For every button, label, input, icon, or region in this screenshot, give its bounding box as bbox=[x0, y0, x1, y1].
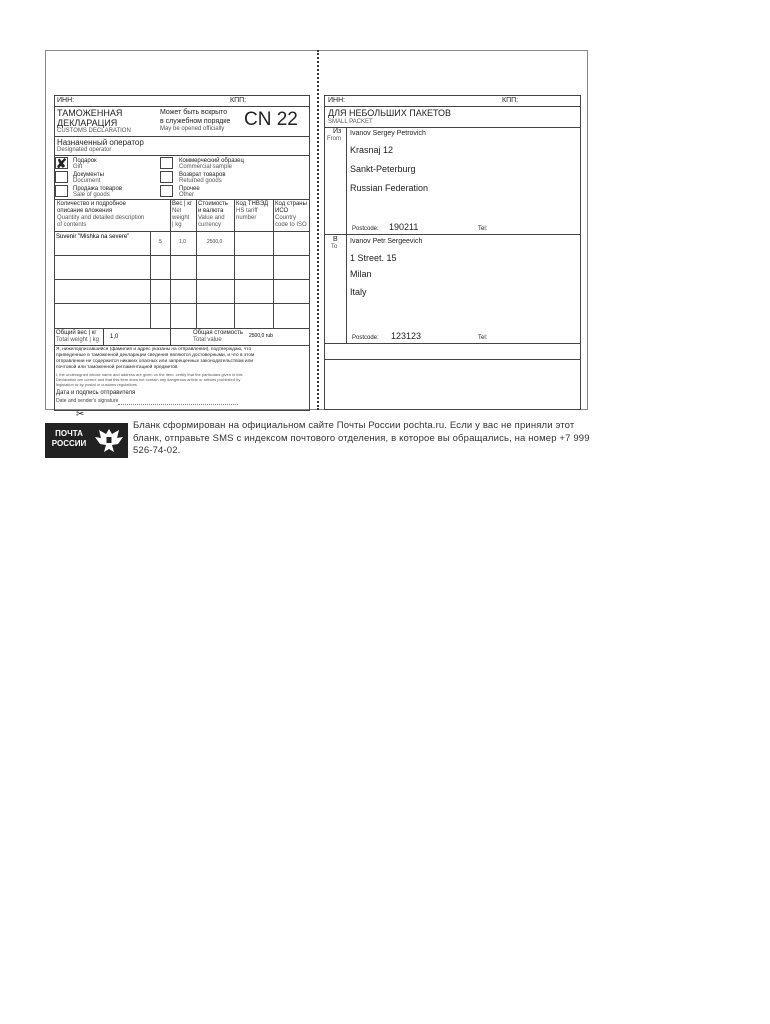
open-ru: Может быть вскрыто bbox=[160, 109, 228, 116]
recipient-address-3: Italy bbox=[350, 287, 367, 297]
inn-label: ИНН: bbox=[57, 97, 75, 104]
sender-postcode: 190211 bbox=[389, 222, 419, 232]
signature-line bbox=[118, 404, 238, 405]
total-value: 2500,0 rub bbox=[249, 333, 273, 339]
check-mark-icon: ✘ bbox=[56, 156, 67, 171]
recipient-address-1: 1 Street. 15 bbox=[350, 253, 397, 263]
checkbox-sale[interactable] bbox=[55, 185, 68, 197]
recipient-postcode: 123123 bbox=[391, 331, 422, 341]
checkbox-gift[interactable] bbox=[55, 157, 68, 169]
item-weight: 1,0 bbox=[179, 239, 186, 245]
footer-note: Бланк сформирован на официальном сайте Почты России pochta.ru. Если у вас не приняли этот бланк, отправьте SMS с индексом почтового отделения, в которое вы обращались, на номер +7 999 526-74-02. bbox=[133, 420, 590, 456]
sender-address-1: Krasnaj 12 bbox=[350, 145, 394, 155]
sender-address-3: Russian Federation bbox=[350, 183, 429, 193]
open-ru-2: в служебном порядке bbox=[160, 118, 231, 125]
checkbox-documents[interactable] bbox=[55, 171, 68, 183]
operator-ru: Назначенный оператор bbox=[57, 138, 144, 147]
checkbox-commercial-sample[interactable] bbox=[160, 157, 173, 169]
cut-line bbox=[317, 50, 319, 410]
checkbox-other[interactable] bbox=[160, 185, 173, 197]
small-packet-ru: ДЛЯ НЕБОЛЬШИХ ПАКЕТОВ bbox=[328, 108, 452, 118]
title-ru-2: ДЕКЛАРАЦИЯ bbox=[57, 118, 118, 128]
checkbox-returned[interactable] bbox=[160, 171, 173, 183]
operator-en: Designated operator bbox=[57, 147, 112, 153]
cn22-label: CN 22 bbox=[244, 109, 298, 130]
item-value: 2500,0 bbox=[207, 239, 223, 245]
total-weight-value: 1,0 bbox=[110, 334, 119, 340]
kpp-label: КПП: bbox=[230, 97, 247, 104]
russian-post-logo: ПОЧТА РОССИИ bbox=[45, 423, 128, 458]
sender-address-2: Sankt-Peterburg bbox=[350, 164, 416, 174]
scissors-icon: ✂ bbox=[76, 409, 85, 420]
eagle-icon bbox=[92, 425, 126, 456]
sender-name: Ivanov Sergey Petrovich bbox=[350, 130, 426, 137]
recipient-address-2: Milan bbox=[350, 269, 372, 279]
item-quantity: 5 bbox=[159, 239, 162, 245]
open-en: May be opened officially bbox=[160, 126, 225, 132]
title-ru: ТАМОЖЕННАЯ bbox=[57, 108, 123, 118]
small-packet-en: SMALL PACKET bbox=[328, 119, 373, 125]
recipient-name: Ivanov Petr Sergeevich bbox=[350, 238, 423, 245]
item-description: Suvenir "Mishka na severe" bbox=[56, 234, 130, 240]
title-en: CUSTOMS DECLARATION bbox=[57, 128, 131, 134]
